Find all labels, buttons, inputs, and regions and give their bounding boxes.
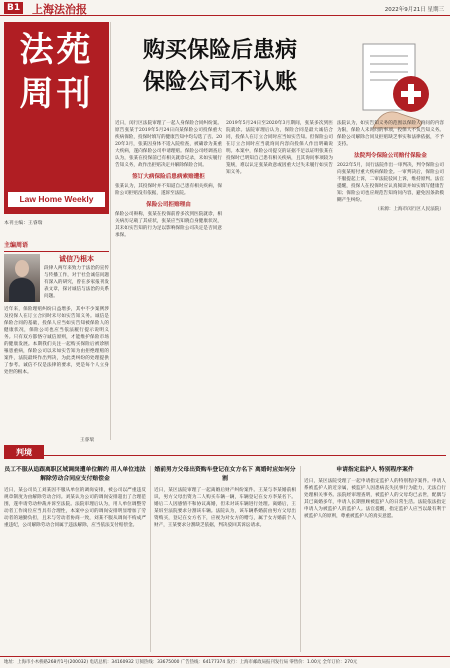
case-body-1: 近日，某公司员工刘某因不服从单位的调岗安排，被公司以严重违反规章制度为由解除劳动合同。刘某认为公司的调岗安排超出了合理范围，遂申请劳动仲裁并诉至法院。法院审理后认为，用人单位调整劳动者工作岗位应当具有合理性，本案中公司的调岗安排明显增加了劳动者的通勤负担，且未与劳动者协商一致，刘某不服从调岗不构成严重违纪，公司解除劳动合同属于违法解除，应当依法支付赔偿金。 xyxy=(4,488,146,528)
main-article-subhead-1: 签订大病保险后患病索赔遭拒 xyxy=(132,174,205,180)
section-band-rule xyxy=(4,455,446,456)
case-divider-1 xyxy=(150,466,151,652)
column-divider xyxy=(110,22,111,440)
column-signature: 王睿瑞 xyxy=(80,438,94,443)
main-article-col1-text-b: 张某认为，其投保时并不知道自己患有相关疾病，保险公司拒赔没有依据，遂诉至法院。 xyxy=(115,184,222,196)
page-number-badge: B1 xyxy=(4,2,23,14)
hero-title-line2: 保险公司不认账 xyxy=(143,69,298,95)
masthead-title xyxy=(4,28,109,116)
case-body-3: 近日，某区法院受理了一起申请指定监护人的特别程序案件。申请人系被监护人的近亲属，被监护人因患病丧失民事行为能力，无法自行处理相关事务。法院经审理查明，被监护人的父母均已去世，配偶与其已离婚多年，申请人长期照顾被监护人的日常生活。法院依法指定申请人为被监护人的监护人。法官提醒，指定监护人应当以最有利于被监护人的原则，尊重被监护人的真实意愿。 xyxy=(304,479,446,519)
masthead-title-line2: 周刊 xyxy=(19,74,94,114)
column-label: 主编周语 xyxy=(4,242,29,249)
case-body-2: 近日，某区法院审理了一起离婚后财产纠纷案件。王某与李某婚前相识，男方父母出资为二人购买车辆一辆，车辆登记在女方李某名下。婚后二人因感情不和协议离婚，但未对该车辆进行处理。离婚后，王某诉至法院要求分割该车辆。法院认为，该车辆系婚前由男方父母出资购买，登记在女方名下，应视为对女方的赠与，属于女方婚前个人财产，王某要求分割缺乏依据，判决驳回其诉讼请求。 xyxy=(154,488,296,528)
hero-title xyxy=(143,34,297,98)
hero-title-line1: 购买保险后患病 xyxy=(143,37,298,63)
case-title-1: 员工不服从追跟离职区域调岗遭单位解约 用人单位违法解除劳动合同应支付赔偿金 xyxy=(4,467,146,482)
newspaper-name: 上海法治报 xyxy=(32,3,87,16)
main-article-col3 xyxy=(337,120,444,213)
masthead-english-title: Law Home Weekly xyxy=(8,192,105,207)
main-article-subhead-3: 法院判令保险公司赔付保险金 xyxy=(354,153,427,159)
case-divider-2 xyxy=(300,466,301,652)
main-article-subhead-2: 保险公司拒赔理由 xyxy=(146,202,191,208)
issue-date: 2022年9月21日 星期三 xyxy=(384,7,444,13)
hero-illustration xyxy=(353,36,439,131)
main-article-col3-text-b: 2022年5月，闵行法院作出一审判决，判令保险公司向张某赔付重大疾病保险金。一审判决后，保险公司不服提起上诉，二审法院驳回上诉，维持原判。法官提醒，投保人在投保时应认真阅读并如实填写健康告知；保险公司也应规范告知询问内容，避免因条款模糊产生纠纷。 xyxy=(337,163,444,203)
case-title-2: 婚前男方父母出资购车登记在女方名下 离婚时应如何分割 xyxy=(154,467,296,482)
case-article-1 xyxy=(4,466,146,529)
column-label-bar xyxy=(4,240,109,252)
author-photo-head xyxy=(15,260,29,277)
author-photo xyxy=(4,254,40,302)
case-article-3 xyxy=(304,466,446,520)
masthead-title-line1: 法苑 xyxy=(19,30,94,70)
main-article-col3-text: 法院认为，如实告知义务的范围以保险人询问的内容为限，保险人未询问的事项，投保人不负告知义务。保险公司解除合同及拒赔缺乏事实和法律依据，不予支持。 xyxy=(337,121,444,147)
case-article-2 xyxy=(154,466,296,529)
main-article-col1-text: 近日，闵行区法院审理了一起人身保险合同纠纷案。原告张某于2019年5月24日向某保险公司投保重大疾病保险，投保时填写的健康告知中均勾选了否。2020年3月，张某因身体不适入院检查，被确诊为某重大疾病，遂向保险公司申请理赔。保险公司经调查后认为，张某在投保前已有相关就诊记录，未如实履行告知义务，故作出拒赔决定并解除保险合同。 xyxy=(115,121,222,168)
main-article-col1-text-c: 保险公司辩称，张某在投保前曾多次到医院就诊，相关病历记载了其症状，张某应当知晓自身健康状况，其未如实告知的行为足以影响保险公司决定是否同意承保。 xyxy=(115,212,222,238)
editor-line: 本刊主编：王睿瑞 xyxy=(4,221,43,226)
page-footer: 地址：上海市小木桥路268弄1号(200032) 电话总机：34160932 订阅热线：33675000 广告热线：64177374 发行：上海市邮政局报刊发行局 零售价：1.00元 全年订价：270元 xyxy=(0,656,450,668)
main-article-col1 xyxy=(115,120,222,239)
column-headline: 诚信乃根本 xyxy=(59,254,94,263)
masthead xyxy=(4,22,109,214)
main-article-col2-text: 2019年5月24日至2020年3月期间，张某多次到医院就诊。法院审理后认为，保险合同是最大诚信合同，投保人在订立合同时应当如实告知。但保险公司在订立合同时应当就询问内容向投保人作出明确说明。本案中，保险公司提交的证据不足以证明张某在投保时已明知自己患有相关疾病，且其询问事项较为笼统，难以认定张某故意或因重大过失未履行如实告知义务。 xyxy=(226,121,333,175)
main-article-source: （来源：上海市闵行区人民法院） xyxy=(375,207,444,212)
section-band-label: 判境 xyxy=(4,445,44,459)
author-bio: 段律人两年来致力于法治的宣传与传播工作，对于社会诚信问题有深入的研究，曾在多家报刊发表文章，探讨诚信与法治的关系问题。 xyxy=(44,266,109,299)
author-photo-body xyxy=(9,278,35,302)
page-header xyxy=(0,0,450,16)
section-band xyxy=(4,442,446,462)
column-body: 近年来，保险理赔纠纷日益增多，其中不少案例涉及投保人在订立合同时未尽如实告知义务。诚信是保险合同的基础，投保人应当如实告知被保险人的健康状况，保险公司也应当依法履行提示说明义务。只有双方都恪守诚信原则，才能维护保险市场的健康发展。本期我们关注一起购买保险后被诊断罹患重病，保险公司以未如实告知为由拒绝理赔的案件，法院最终作出判决，为此类纠纷的处理提供了参考。诚信不仅是法律的要求，更是每个人立身处世的根本。 xyxy=(4,307,109,375)
case-title-3: 申请指定监护人 特别程序案件 xyxy=(336,467,414,473)
main-article-col2 xyxy=(226,120,333,176)
